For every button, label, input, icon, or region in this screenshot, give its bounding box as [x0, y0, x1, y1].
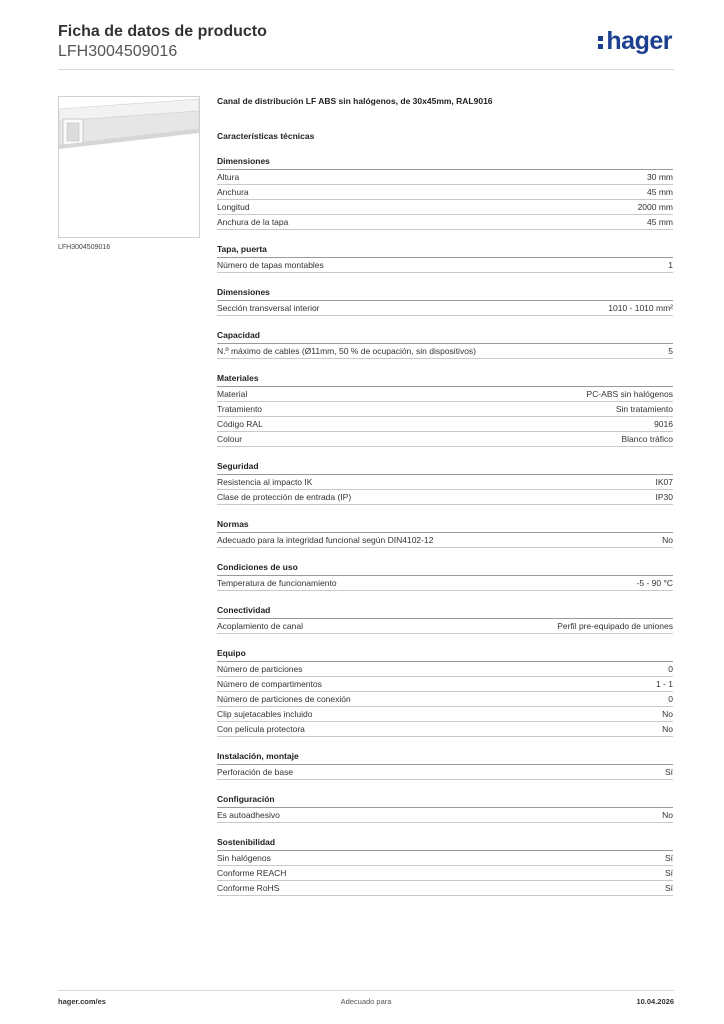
spec-row	[217, 765, 673, 780]
spec-label: Acoplamiento de canal	[217, 621, 304, 631]
spec-row	[217, 258, 673, 273]
spec-label: Número de particiones	[217, 664, 303, 674]
spec-row	[217, 402, 673, 417]
cable-duct-illustration	[59, 97, 199, 237]
spec-label: Clase de protección de entrada (IP)	[217, 492, 352, 502]
section-title: Tapa, puerta	[217, 244, 673, 258]
spec-section	[217, 562, 673, 591]
section-title: Seguridad	[217, 461, 673, 475]
hager-logo	[598, 26, 672, 56]
footer-middle: Adecuado para	[340, 997, 392, 1006]
spec-row	[217, 215, 673, 230]
spec-section	[217, 837, 673, 896]
spec-value: No	[662, 810, 673, 820]
spec-row	[217, 475, 673, 490]
spec-value: 45 mm	[647, 217, 673, 227]
spec-value: No	[662, 724, 673, 734]
spec-label: Colour	[217, 434, 243, 444]
section-title: Equipo	[217, 648, 673, 662]
spec-row	[217, 417, 673, 432]
spec-value: No	[662, 709, 673, 719]
spec-label: Es autoadhesivo	[217, 810, 280, 820]
spec-row	[217, 866, 673, 881]
spec-value: Sí	[664, 767, 673, 777]
spec-section	[217, 287, 673, 316]
spec-value: Sí	[664, 883, 673, 893]
spec-value: 2000 mm	[637, 202, 673, 212]
section-title: Conectividad	[217, 605, 673, 619]
spec-label: Adecuado para la integridad funcional según DIN4102-12	[217, 535, 434, 545]
product-code: LFH3004509016	[58, 43, 178, 60]
spec-value: Sin tratamiento	[615, 404, 673, 414]
spec-label: Número de particiones de conexión	[217, 694, 351, 704]
spec-value: 9016	[654, 419, 673, 429]
spec-value: 5	[668, 346, 673, 356]
spec-label: Número de tapas montables	[217, 260, 324, 270]
spec-value: -5 - 90 °C	[636, 578, 673, 588]
section-title: Configuración	[217, 794, 673, 808]
spec-label: Clip sujetacables incluido	[217, 709, 313, 719]
spec-section	[217, 156, 673, 230]
spec-value: IP30	[655, 492, 673, 502]
spec-label: Longitud	[217, 202, 250, 212]
logo-dots-icon	[598, 33, 605, 52]
spec-value: IK07	[655, 477, 673, 487]
spec-row	[217, 662, 673, 677]
spec-label: Número de compartimentos	[217, 679, 322, 689]
section-title: Condiciones de uso	[217, 562, 673, 576]
spec-label: Tratamiento	[217, 404, 263, 414]
spec-row	[217, 722, 673, 737]
tech-heading: Características técnicas	[217, 131, 315, 141]
spec-label: Anchura	[217, 187, 249, 197]
spec-value: PC-ABS sin halógenos	[586, 389, 673, 399]
spec-section	[217, 794, 673, 823]
header-divider	[58, 69, 674, 70]
spec-value: 1010 - 1010 mm²	[608, 303, 673, 313]
page-header	[58, 22, 674, 70]
spec-value: 45 mm	[647, 187, 673, 197]
spec-label: Conforme RoHS	[217, 883, 280, 893]
spec-label: Perforación de base	[217, 767, 294, 777]
spec-value: 0	[668, 694, 673, 704]
spec-label: Código RAL	[217, 419, 263, 429]
section-title: Instalación, montaje	[217, 751, 673, 765]
spec-label: Altura	[217, 172, 240, 182]
spec-label: Resistencia al impacto IK	[217, 477, 313, 487]
spec-value: Blanco tráfico	[621, 434, 673, 444]
spec-content	[217, 96, 673, 896]
spec-row	[217, 344, 673, 359]
spec-section	[217, 461, 673, 505]
spec-label: Sección transversal interior	[217, 303, 320, 313]
spec-label: Anchura de la tapa	[217, 217, 289, 227]
spec-label: Sin halógenos	[217, 853, 271, 863]
spec-row	[217, 619, 673, 634]
footer-divider	[58, 990, 674, 991]
spec-label: Material	[217, 389, 248, 399]
spec-section	[217, 373, 673, 447]
spec-value: No	[662, 535, 673, 545]
spec-label: Temperatura de funcionamiento	[217, 578, 337, 588]
product-name: Canal de distribución LF ABS sin halógenos, de 30x45mm, RAL9016	[217, 96, 493, 106]
spec-row	[217, 185, 673, 200]
spec-value: 1 - 1	[655, 679, 673, 689]
spec-sections	[217, 156, 673, 896]
spec-label: Conforme REACH	[217, 868, 287, 878]
page-title: Ficha de datos de producto	[58, 23, 267, 40]
spec-section	[217, 605, 673, 634]
section-title: Materiales	[217, 373, 673, 387]
spec-label: N.º máximo de cables (Ø11mm, 50 % de ocupación, sin dispositivos)	[217, 346, 477, 356]
spec-section	[217, 648, 673, 737]
spec-value: Perfil pre-equipado de uniones	[557, 621, 673, 631]
spec-row	[217, 533, 673, 548]
section-title: Dimensiones	[217, 287, 673, 301]
section-title: Normas	[217, 519, 673, 533]
logo-text: hager	[606, 27, 672, 55]
spec-row	[217, 881, 673, 896]
spec-row	[217, 692, 673, 707]
spec-row	[217, 387, 673, 402]
spec-row	[217, 301, 673, 316]
spec-row	[217, 808, 673, 823]
spec-section	[217, 751, 673, 780]
section-title: Capacidad	[217, 330, 673, 344]
spec-value: 30 mm	[647, 172, 673, 182]
spec-section	[217, 244, 673, 273]
spec-value: Sí	[664, 853, 673, 863]
spec-row	[217, 707, 673, 722]
spec-row	[217, 170, 673, 185]
footer-date: 10.04.2026	[636, 997, 674, 1006]
product-image	[58, 96, 200, 238]
spec-row	[217, 432, 673, 447]
spec-row	[217, 490, 673, 505]
spec-label: Con película protectora	[217, 724, 305, 734]
spec-row	[217, 677, 673, 692]
spec-value: 0	[668, 664, 673, 674]
section-title: Sostenibilidad	[217, 837, 673, 851]
image-caption: LFH3004509016	[58, 244, 111, 251]
spec-row	[217, 200, 673, 215]
spec-value: 1	[668, 260, 673, 270]
spec-value: Sí	[664, 868, 673, 878]
spec-row	[217, 576, 673, 591]
spec-section	[217, 519, 673, 548]
spec-section	[217, 330, 673, 359]
spec-row	[217, 851, 673, 866]
footer-website: hager.com/es	[58, 997, 106, 1006]
section-title: Dimensiones	[217, 156, 673, 170]
